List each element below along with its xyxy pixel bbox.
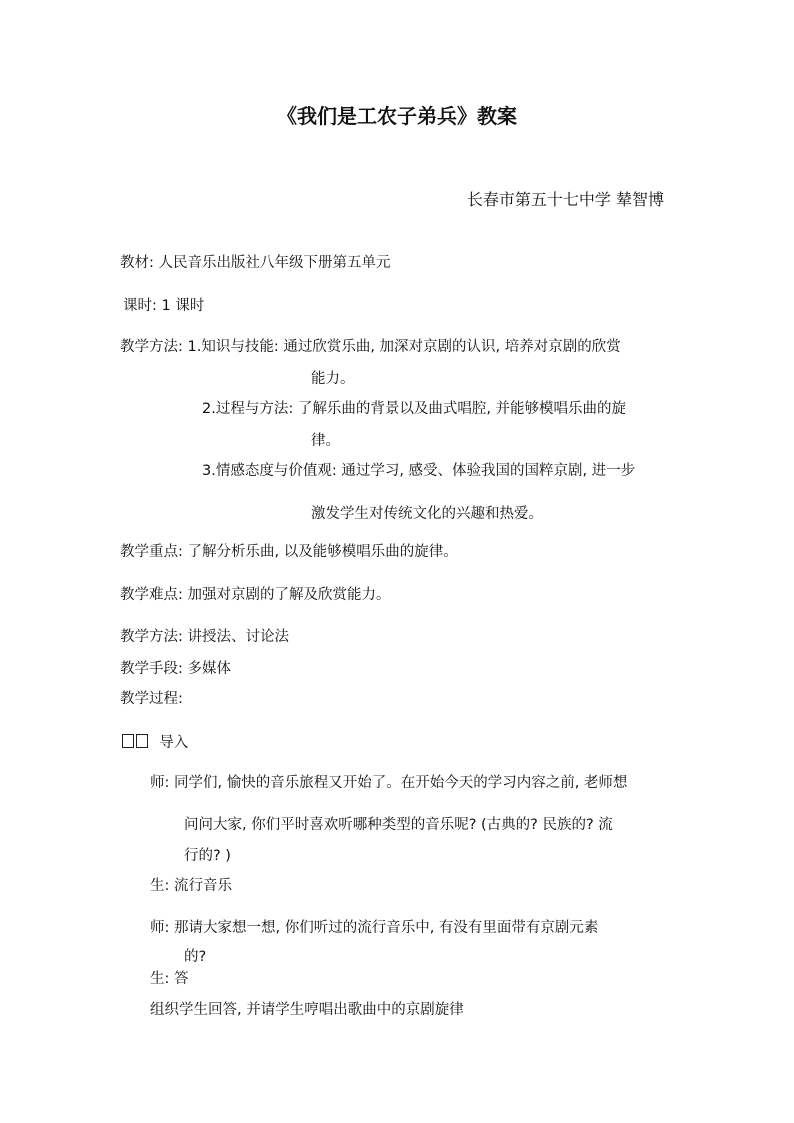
section-intro xyxy=(122,733,188,753)
student-line-1: 生: 流行音乐 xyxy=(150,878,232,894)
author-line: 长春市第五十七中学 辇智博 xyxy=(466,190,664,209)
student-line-2: 生: 答 xyxy=(150,971,189,987)
teacher-line-1-cont-2: 行的? ) xyxy=(184,848,231,864)
organize-line: 组织学生回答, 并请学生哼唱出歌曲中的京剧旋律 xyxy=(150,1002,464,1018)
missing-glyph-icon xyxy=(122,734,134,748)
difficulty-line: 教学难点: 加强对京剧的了解及欣赏能力。 xyxy=(120,587,391,603)
methods-line-1: 教学方法: 1.知识与技能: 通过欣赏乐曲, 加深对京剧的认识, 培养对京剧的欣赏 xyxy=(120,339,621,355)
teacher-line-1-cont: 问问大家, 你们平时喜欢听哪种类型的音乐呢? (古典的? 民族的? 流 xyxy=(184,817,613,833)
methods-line-3: 3.情感态度与价值观: 通过学习, 感受、体验我国的国粹京剧, 进一步 xyxy=(202,463,636,479)
material-line: 教材: 人民音乐出版社八年级下册第五单元 xyxy=(120,255,391,271)
missing-glyph-icon xyxy=(136,734,148,748)
section-intro-label: 导入 xyxy=(159,735,189,751)
methods-line-3-cont: 激发学生对传统文化的兴趣和热爱。 xyxy=(311,506,543,522)
period-line: 课时: 1 课时 xyxy=(123,298,205,314)
key-point-line: 教学重点: 了解分析乐曲, 以及能够模唱乐曲的旋律。 xyxy=(120,544,458,560)
teacher-line-2-cont: 的? xyxy=(184,949,207,965)
teacher-line-2: 师: 那请大家想一想, 你们听过的流行音乐中, 有没有里面带有京剧元素 xyxy=(150,920,599,936)
teaching-method-line: 教学方法: 讲授法、讨论法 xyxy=(120,629,289,645)
document-title: 《我们是工农子弟兵》教案 xyxy=(277,104,517,128)
methods-line-1-cont: 能力。 xyxy=(311,371,355,387)
methods-line-2-cont: 律。 xyxy=(311,433,340,449)
teacher-line-1: 师: 同学们, 愉快的音乐旅程又开始了。在开始今天的学习内容之前, 老师想 xyxy=(150,775,628,791)
process-label: 教学过程: xyxy=(120,691,183,707)
teaching-means-line: 教学手段: 多媒体 xyxy=(120,661,231,677)
methods-line-2: 2.过程与方法: 了解乐曲的背景以及曲式唱腔, 并能够模唱乐曲的旋 xyxy=(202,401,627,417)
